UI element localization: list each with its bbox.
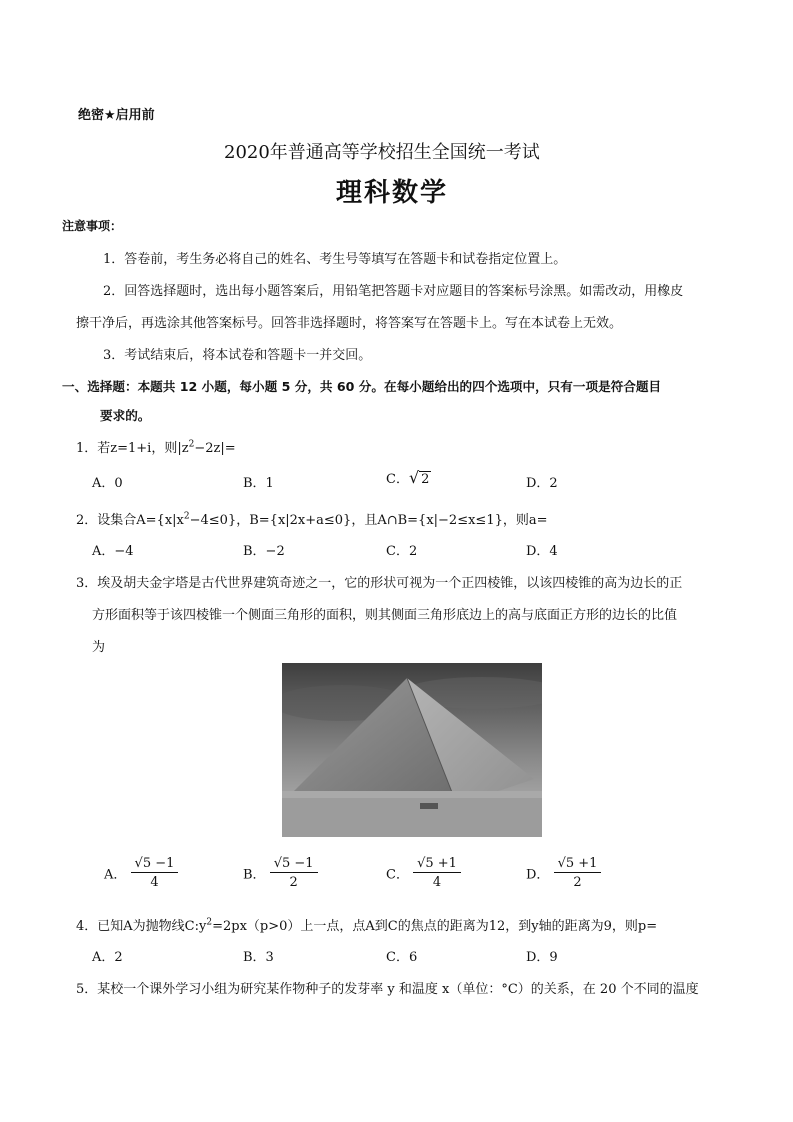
note-3: 3．考试结束后，将本试卷和答题卡一并交回。	[103, 348, 372, 363]
q3-option-b: B． $\frac{√5 -1}{2}$	[243, 856, 318, 890]
q4-option-a: A．2	[92, 950, 123, 965]
q2-option-b: B．−2	[243, 544, 285, 559]
question-5-line1: 5．某校一个课外学习小组为研究某作物种子的发芽率 y 和温度 x（单位：°C）的关系，在 20 个不同的温度	[76, 982, 699, 997]
subject-title: 理科数学	[336, 178, 449, 208]
q1-option-d: D．2	[526, 476, 558, 491]
question-4: 4．已知A为抛物线$C:y^2=2px(p>0)$上一点，点A到C的焦点的距离为12，到y轴的距离为9，则p=	[76, 917, 658, 934]
q3-option-a: A． $\frac{√5 -1}{4}$	[104, 856, 178, 890]
q1-option-c: C．√ 2	[386, 468, 430, 487]
q2-option-a: A．−4	[92, 544, 134, 559]
sqrt-symbol: √ 2	[408, 468, 430, 487]
q1-option-a: A．0	[92, 476, 123, 491]
note-2-line2: 擦干净后，再选涂其他答案标号。回答非选择题时，将答案写在答题卡上。写在本试卷上无效。	[76, 316, 623, 331]
q2-option-d: D．4	[526, 544, 558, 559]
question-3-line3: 为	[92, 640, 106, 655]
pyramid-photo	[282, 663, 542, 837]
q3-option-c: C． $\frac{√5 +1}{4}$	[386, 856, 461, 890]
q4-option-b: B．3	[243, 950, 274, 965]
secret-label: 绝密★启用前	[78, 108, 155, 123]
notes-title: 注意事项：	[62, 219, 123, 233]
q4-option-d: D．9	[526, 950, 558, 965]
section-heading: 一、选择题：本题共 12 小题，每小题 5 分，共 60 分。在每小题给出的四个选项中，只有一项是符合题目	[62, 379, 662, 394]
note-1: 1．答卷前，考生务必将自己的姓名、考生号等填写在答题卡和试卷指定位置上。	[103, 252, 567, 267]
section-heading-cont: 要求的。	[100, 408, 151, 423]
question-1: 1．若z=1+i，则$|z^2-2z|=$	[76, 439, 236, 456]
q4-option-c: C．6	[386, 950, 418, 965]
note-2-line1: 2．回答选择题时，选出每小题答案后，用铅笔把答题卡对应题目的答案标号涂黑。如需改动，用橡皮	[103, 284, 684, 299]
question-3-line1: 3．埃及胡夫金字塔是古代世界建筑奇迹之一，它的形状可视为一个正四棱锥，以该四棱锥的高为边长的正	[76, 576, 683, 591]
q3-option-d: D． $\frac{√5 +1}{2}$	[526, 856, 601, 890]
question-3-line2: 方形面积等于该四棱锥一个侧面三角形的面积，则其侧面三角形底边上的高与底面正方形的边长的比值	[92, 608, 678, 623]
q2-option-c: C．2	[386, 544, 418, 559]
exam-title: 2020年普通高等学校招生全国统一考试	[224, 142, 540, 163]
question-2: 2．设集合$A=\{x|x^2-4\le 0\}$，B={x|2x+a≤0}，且A∩B={x|−2≤x≤1}，则a=	[76, 511, 548, 528]
q1-option-b: B．1	[243, 476, 274, 491]
